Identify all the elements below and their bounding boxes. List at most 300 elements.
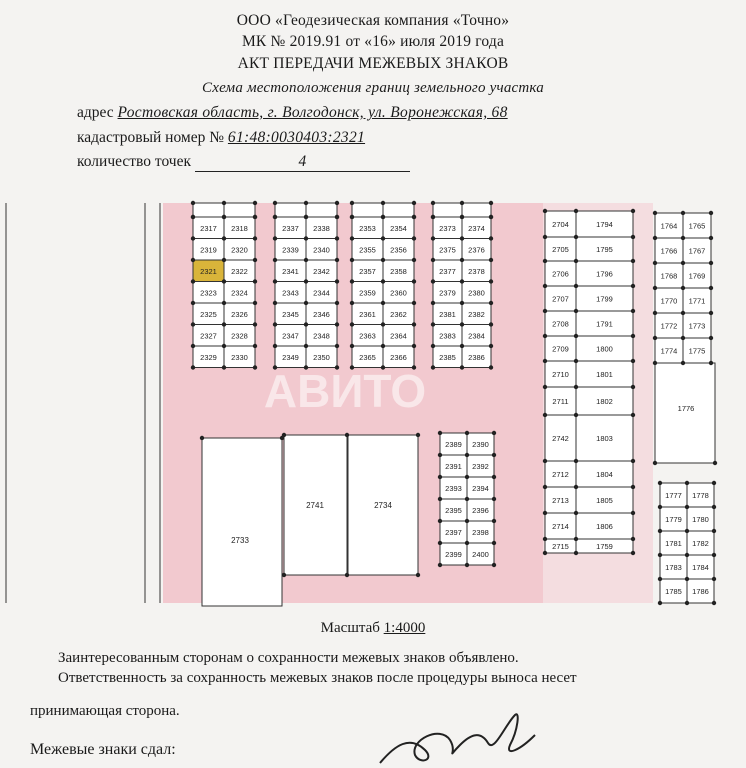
plot-label: 2340	[313, 245, 330, 255]
boundary-point	[381, 215, 385, 219]
plot-label: 2357	[359, 266, 376, 276]
plot-label: 2329	[200, 352, 217, 362]
boundary-point	[543, 459, 547, 463]
signature	[370, 705, 570, 768]
plot-label: 1778	[692, 491, 709, 500]
boundary-point	[685, 529, 689, 533]
boundary-point	[253, 201, 257, 205]
boundary-point	[335, 344, 339, 348]
plot	[433, 203, 462, 217]
boundary-point	[381, 344, 385, 348]
plot-label: 2319	[200, 245, 217, 255]
boundary-point	[574, 459, 578, 463]
plot-label: 1806	[596, 522, 613, 531]
boundary-point	[712, 601, 716, 605]
boundary-point	[412, 236, 416, 240]
boundary-point	[465, 431, 469, 435]
boundary-point	[412, 215, 416, 219]
boundary-point	[685, 553, 689, 557]
boundary-point	[222, 344, 226, 348]
boundary-point	[460, 236, 464, 240]
boundary-point	[282, 573, 286, 577]
plot-label: 2713	[552, 496, 569, 505]
plot-label: 1770	[660, 296, 678, 306]
boundary-point	[222, 301, 226, 305]
boundary-point	[574, 235, 578, 239]
plot-label: 2324	[231, 288, 248, 298]
boundary-point	[574, 511, 578, 515]
boundary-point	[191, 344, 195, 348]
plot-label: 1759	[596, 542, 613, 551]
boundary-point	[543, 309, 547, 313]
boundary-point	[712, 577, 716, 581]
boundary-point	[438, 431, 442, 435]
boundary-point	[304, 258, 308, 262]
boundary-point	[574, 284, 578, 288]
plot-label: 2328	[231, 331, 248, 341]
boundary-point	[381, 322, 385, 326]
boundary-point	[222, 258, 226, 262]
boundary-point	[460, 279, 464, 283]
boundary-point	[335, 301, 339, 305]
cadastral-label: кадастровый номер №	[77, 129, 225, 146]
boundary-point	[653, 461, 657, 465]
boundary-point	[304, 201, 308, 205]
boundary-point	[631, 235, 635, 239]
boundary-point	[709, 236, 713, 240]
boundary-point	[191, 258, 195, 262]
plot-label: 2398	[472, 528, 489, 537]
boundary-point	[574, 209, 578, 213]
document-subtitle: Схема местоположения границ земельного участка	[202, 80, 544, 96]
boundary-point	[685, 601, 689, 605]
plot-label: 1802	[596, 397, 613, 406]
boundary-point	[712, 553, 716, 557]
big-plot	[202, 438, 282, 606]
boundary-point	[412, 344, 416, 348]
plot-label: 1784	[692, 563, 709, 572]
boundary-point	[381, 236, 385, 240]
boundary-point	[304, 215, 308, 219]
boundary-point	[222, 322, 226, 326]
plot	[193, 203, 224, 217]
plot-label: 2350	[313, 352, 330, 362]
boundary-point	[381, 279, 385, 283]
boundary-point	[438, 453, 442, 457]
boundary-point	[412, 279, 416, 283]
boundary-point	[543, 385, 547, 389]
plot-label: 2711	[552, 397, 569, 406]
boundary-point	[543, 413, 547, 417]
plot-label: 1799	[596, 294, 613, 304]
boundary-point	[681, 211, 685, 215]
plot-label: 2364	[390, 331, 407, 341]
boundary-point	[658, 481, 662, 485]
plot-label: 2734	[374, 501, 392, 510]
boundary-point	[685, 505, 689, 509]
boundary-point	[335, 201, 339, 205]
boundary-point	[712, 529, 716, 533]
boundary-point	[381, 201, 385, 205]
plot-label: 2392	[472, 462, 489, 471]
plot-label: 2397	[445, 528, 462, 537]
boundary-point	[191, 236, 195, 240]
plot	[655, 363, 715, 463]
boundary-point	[713, 461, 717, 465]
boundary-point	[350, 301, 354, 305]
boundary-point	[335, 258, 339, 262]
boundary-point	[335, 322, 339, 326]
plot-label: 2362	[390, 309, 407, 319]
boundary-point	[350, 279, 354, 283]
boundary-point	[492, 497, 496, 501]
boundary-point	[222, 279, 226, 283]
boundary-point	[712, 505, 716, 509]
plot-label: 2361	[359, 309, 376, 319]
boundary-point	[653, 211, 657, 215]
plot-label: 1795	[596, 245, 613, 254]
plot-label: 2345	[282, 309, 299, 319]
plot-label: 2320	[231, 245, 248, 255]
boundary-point	[681, 336, 685, 340]
boundary-point	[416, 433, 420, 437]
boundary-point	[681, 361, 685, 365]
boundary-point	[712, 481, 716, 485]
plot-label: 1765	[688, 221, 706, 231]
company-name: ООО «Геодезическая компания «Точно»	[236, 12, 510, 29]
plot-label: 1764	[660, 221, 678, 231]
plot-label: 2705	[552, 245, 569, 254]
boundary-point	[658, 601, 662, 605]
plot-label: 2393	[445, 484, 462, 493]
boundary-point	[653, 261, 657, 265]
plot-label: 1767	[688, 246, 706, 256]
boundary-point	[416, 573, 420, 577]
plot-label: 2323	[200, 288, 217, 298]
boundary-point	[709, 211, 713, 215]
plot-label: 1775	[688, 346, 706, 356]
plot-label: 2380	[468, 288, 485, 298]
plot-label: 2366	[390, 352, 407, 362]
plot-label: 2363	[359, 331, 376, 341]
note-receiving-party: принимающая сторона.	[30, 703, 180, 719]
boundary-point	[631, 551, 635, 555]
plot-label: 2349	[282, 352, 299, 362]
plot-label: 1791	[596, 319, 613, 329]
plot-label: 2353	[359, 223, 376, 233]
plot-label: 2377	[439, 266, 456, 276]
boundary-point	[685, 577, 689, 581]
boundary-point	[350, 201, 354, 205]
boundary-point	[631, 537, 635, 541]
plot-label: 2384	[468, 331, 485, 341]
boundary-point	[489, 201, 493, 205]
boundary-point	[658, 529, 662, 533]
boundary-point	[543, 485, 547, 489]
plot-label: 2383	[439, 331, 456, 341]
plot-label: 2707	[552, 294, 569, 304]
boundary-point	[304, 236, 308, 240]
boundary-point	[191, 201, 195, 205]
boundary-point	[381, 258, 385, 262]
plot-label: 1771	[688, 296, 706, 306]
plot-label: 1781	[665, 539, 682, 548]
boundary-point	[489, 344, 493, 348]
boundary-point	[273, 344, 277, 348]
address-field	[77, 104, 508, 122]
boundary-point	[543, 537, 547, 541]
boundary-point	[438, 519, 442, 523]
plot-label: 2344	[313, 288, 330, 298]
boundary-point	[460, 201, 464, 205]
plot-label: 2348	[313, 331, 330, 341]
boundary-point	[273, 301, 277, 305]
plot-label: 2338	[313, 223, 330, 233]
plot	[352, 203, 383, 217]
boundary-point	[543, 511, 547, 515]
boundary-point	[709, 336, 713, 340]
boundary-point	[460, 344, 464, 348]
plot-label: 2321	[200, 266, 217, 276]
plot-label: 1785	[665, 587, 682, 596]
plot-label: 2399	[445, 550, 462, 559]
points-field	[77, 153, 410, 172]
plot-label: 1779	[665, 515, 682, 524]
plot-label: 2341	[282, 266, 299, 276]
boundary-point	[543, 334, 547, 338]
boundary-point	[412, 201, 416, 205]
address-label: адрес	[77, 104, 114, 121]
plot-label: 2355	[359, 245, 376, 255]
plot-label: 2326	[231, 309, 248, 319]
plot-label: 1774	[660, 346, 678, 356]
scale-line	[0, 620, 746, 637]
boundary-point	[431, 201, 435, 205]
plot-label: 1768	[660, 271, 678, 281]
plot	[383, 203, 414, 217]
boundary-point	[489, 258, 493, 262]
scale-value: 1:4000	[383, 620, 426, 636]
boundary-point	[465, 519, 469, 523]
boundary-point	[653, 236, 657, 240]
plot-label: 2318	[231, 223, 248, 233]
boundary-point	[709, 311, 713, 315]
plot-label: 1803	[596, 434, 613, 443]
boundary-point	[345, 433, 349, 437]
plot-label: 2394	[472, 484, 489, 493]
plot-label: 1800	[596, 344, 613, 354]
plot-label: 1780	[692, 515, 709, 524]
boundary-point	[191, 279, 195, 283]
boundary-point	[631, 385, 635, 389]
plot-label: 2391	[445, 462, 462, 471]
boundary-point	[335, 279, 339, 283]
boundary-point	[574, 334, 578, 338]
boundary-point	[350, 215, 354, 219]
plot-label: 2400	[472, 550, 489, 559]
plot-label: 2375	[439, 245, 456, 255]
plot-label: 2385	[439, 352, 456, 362]
boundary-point	[200, 436, 204, 440]
plot-label: 2382	[468, 309, 485, 319]
boundary-point	[345, 573, 349, 577]
boundary-point	[653, 311, 657, 315]
boundary-point	[681, 311, 685, 315]
boundary-point	[631, 209, 635, 213]
plot-label: 2347	[282, 331, 299, 341]
boundary-point	[492, 563, 496, 567]
plot-label: 1805	[596, 496, 613, 505]
scale-label: Масштаб	[320, 620, 380, 636]
boundary-point	[304, 322, 308, 326]
plot-label: 1773	[688, 321, 706, 331]
plot-label: 2378	[468, 266, 485, 276]
boundary-point	[489, 301, 493, 305]
plot-label: 2381	[439, 309, 456, 319]
plot-label: 2374	[468, 223, 485, 233]
boundary-point	[304, 344, 308, 348]
plot-label: 2376	[468, 245, 485, 255]
note-responsibility: Ответственность за сохранность межевых знаков после процедуры выноса несет	[58, 670, 577, 686]
plot-label: 2346	[313, 309, 330, 319]
plot-label: 2342	[313, 266, 330, 276]
boundary-point	[431, 236, 435, 240]
boundary-point	[253, 365, 257, 369]
plot-label: 1804	[596, 470, 613, 479]
plot-label: 2741	[306, 501, 324, 510]
points-value: 4	[195, 153, 410, 172]
boundary-point	[412, 301, 416, 305]
boundary-point	[653, 361, 657, 365]
boundary-point	[465, 453, 469, 457]
contract-number: МК № 2019.91 от «16» июля 2019 года	[241, 33, 505, 50]
boundary-point	[489, 215, 493, 219]
plot-label: 2325	[200, 309, 217, 319]
address-value: Ростовская область, г. Волгодонск, ул. Воронежская, 68	[117, 104, 508, 121]
boundary-point	[438, 563, 442, 567]
boundary-point	[431, 365, 435, 369]
plot-label: 1777	[665, 491, 682, 500]
plot-label: 2733	[231, 536, 249, 545]
boundary-point	[709, 261, 713, 265]
plot-label: 2709	[552, 344, 569, 354]
plot-label: 1786	[692, 587, 709, 596]
plot-label: 1794	[596, 220, 613, 229]
boundary-point	[574, 551, 578, 555]
boundary-point	[492, 431, 496, 435]
plot-label: 2317	[200, 223, 217, 233]
boundary-point	[543, 551, 547, 555]
boundary-point	[273, 322, 277, 326]
plot-label: 2390	[472, 440, 489, 449]
boundary-point	[492, 475, 496, 479]
boundary-point	[631, 309, 635, 313]
boundary-point	[631, 334, 635, 338]
plot-label: 1782	[692, 539, 709, 548]
plot-label: 2358	[390, 266, 407, 276]
boundary-point	[222, 215, 226, 219]
boundary-point	[465, 563, 469, 567]
boundary-point	[631, 284, 635, 288]
boundary-point	[253, 258, 257, 262]
boundary-point	[574, 537, 578, 541]
plot-label: 2365	[359, 352, 376, 362]
boundary-point	[438, 541, 442, 545]
boundary-point	[681, 236, 685, 240]
boundary-point	[543, 259, 547, 263]
plot-label: 1796	[596, 269, 613, 279]
boundary-point	[489, 279, 493, 283]
boundary-point	[431, 215, 435, 219]
boundary-point	[350, 236, 354, 240]
boundary-point	[304, 301, 308, 305]
plot-label: 2708	[552, 319, 569, 329]
boundary-point	[253, 344, 257, 348]
boundary-point	[460, 301, 464, 305]
boundary-point	[191, 322, 195, 326]
boundary-point	[460, 258, 464, 262]
boundary-point	[460, 322, 464, 326]
boundary-point	[253, 279, 257, 283]
boundary-point	[631, 459, 635, 463]
boundary-point	[631, 413, 635, 417]
plot-label: 2706	[552, 269, 569, 279]
plot-label: 2339	[282, 245, 299, 255]
plot-label: 2337	[282, 223, 299, 233]
plot	[462, 203, 491, 217]
note-announced: Заинтересованным сторонам о сохранности межевых знаков объявлено.	[58, 650, 519, 666]
plot-label: 1766	[660, 246, 678, 256]
cadastral-map	[0, 195, 746, 607]
plot-label: 1769	[688, 271, 706, 281]
plot-label: 1776	[677, 404, 695, 413]
plot-label: 2343	[282, 288, 299, 298]
cadastral-field	[77, 129, 365, 147]
boundary-point	[222, 236, 226, 240]
boundary-point	[438, 497, 442, 501]
boundary-point	[350, 344, 354, 348]
boundary-point	[253, 236, 257, 240]
boundary-point	[350, 258, 354, 262]
plot-label: 2742	[552, 434, 569, 443]
boundary-point	[465, 541, 469, 545]
boundary-point	[431, 301, 435, 305]
boundary-point	[631, 511, 635, 515]
boundary-point	[489, 365, 493, 369]
boundary-point	[273, 258, 277, 262]
boundary-point	[273, 279, 277, 283]
boundary-point	[412, 258, 416, 262]
boundary-point	[653, 286, 657, 290]
boundary-point	[653, 336, 657, 340]
boundary-point	[574, 259, 578, 263]
plot-label: 2360	[390, 288, 407, 298]
boundary-point	[658, 505, 662, 509]
boundary-point	[574, 485, 578, 489]
boundary-point	[335, 236, 339, 240]
boundary-point	[631, 259, 635, 263]
boundary-point	[460, 215, 464, 219]
watermark: АВИТО	[263, 365, 427, 417]
boundary-point	[543, 359, 547, 363]
boundary-point	[489, 236, 493, 240]
boundary-point	[431, 279, 435, 283]
cadastral-value: 61:48:0030403:2321	[227, 129, 366, 146]
boundary-point	[350, 322, 354, 326]
plot-label: 1783	[665, 563, 682, 572]
boundary-point	[543, 235, 547, 239]
boundary-point	[191, 365, 195, 369]
